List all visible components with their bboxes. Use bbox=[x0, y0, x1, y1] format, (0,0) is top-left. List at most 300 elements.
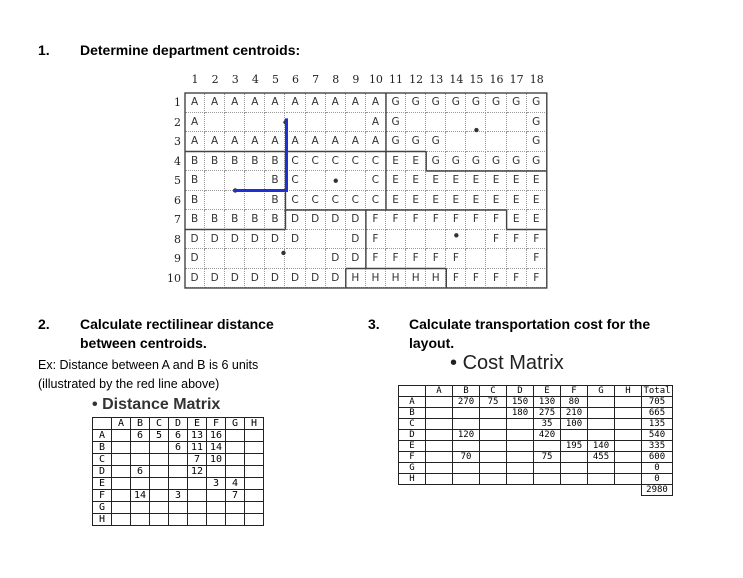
layout-cell: F bbox=[466, 210, 486, 230]
table-cell bbox=[169, 514, 188, 526]
table-row bbox=[93, 454, 264, 466]
row-header: G bbox=[93, 502, 112, 514]
table-cell bbox=[150, 490, 169, 502]
distance-matrix-title-text: Distance Matrix bbox=[102, 396, 221, 413]
layout-cell: G bbox=[487, 93, 507, 113]
table-cell bbox=[112, 490, 131, 502]
layout-cell: G bbox=[527, 152, 547, 172]
layout-cell: A bbox=[366, 93, 386, 113]
layout-cell: B bbox=[205, 210, 225, 230]
table-cell bbox=[207, 466, 226, 478]
table-cell bbox=[588, 419, 615, 430]
layout-cell: F bbox=[507, 230, 527, 250]
table-row bbox=[93, 466, 264, 478]
table-cell bbox=[188, 514, 207, 526]
table-row bbox=[93, 478, 264, 490]
layout-cell: G bbox=[406, 132, 426, 152]
table-cell bbox=[226, 442, 245, 454]
bullet-icon: • bbox=[92, 396, 98, 413]
table-cell bbox=[507, 441, 534, 452]
row-header: E bbox=[93, 478, 112, 490]
header-row bbox=[399, 386, 673, 397]
layout-cell: D bbox=[245, 230, 265, 250]
table-cell bbox=[480, 430, 507, 441]
table-cell bbox=[561, 430, 588, 441]
column-header bbox=[93, 418, 112, 430]
layout-cell: E bbox=[446, 191, 466, 211]
layout-cell: D bbox=[245, 269, 265, 289]
layout-cell: E bbox=[507, 171, 527, 191]
layout-cell: A bbox=[245, 93, 265, 113]
table-row bbox=[93, 502, 264, 514]
layout-cell: C bbox=[366, 152, 386, 172]
layout-cell: H bbox=[386, 269, 406, 289]
row-header: E bbox=[399, 441, 426, 452]
table-cell bbox=[245, 442, 264, 454]
layout-cell: A bbox=[245, 132, 265, 152]
table-cell bbox=[226, 466, 245, 478]
layout-cell: G bbox=[446, 152, 466, 172]
layout-cell: F bbox=[406, 210, 426, 230]
layout-cell: A bbox=[185, 113, 205, 133]
layout-cell: E bbox=[386, 191, 406, 211]
table-cell bbox=[480, 408, 507, 419]
layout-cell: F bbox=[386, 249, 406, 269]
empty-cell bbox=[615, 485, 642, 496]
layout-cell: B bbox=[205, 152, 225, 172]
layout-cell: G bbox=[386, 113, 406, 133]
row-header: G bbox=[399, 463, 426, 474]
layout-cell: F bbox=[426, 249, 446, 269]
layout-cell: E bbox=[406, 191, 426, 211]
table-row bbox=[399, 463, 673, 474]
table-cell bbox=[150, 514, 169, 526]
column-header: F bbox=[561, 386, 588, 397]
layout-cell: E bbox=[527, 191, 547, 211]
table-cell bbox=[112, 454, 131, 466]
layout-cell: A bbox=[366, 113, 386, 133]
layout-cell: B bbox=[265, 210, 285, 230]
table-cell: 130 bbox=[534, 397, 561, 408]
table-cell: 195 bbox=[561, 441, 588, 452]
header-row bbox=[93, 418, 264, 430]
step2-number: 2. bbox=[38, 316, 50, 332]
column-header: A bbox=[112, 418, 131, 430]
table-cell: 180 bbox=[507, 408, 534, 419]
step2-note-line2: (illustrated by the red line above) bbox=[38, 377, 220, 391]
layout-cell: E bbox=[386, 171, 406, 191]
layout-cell: G bbox=[426, 132, 446, 152]
table-cell: 100 bbox=[561, 419, 588, 430]
table-cell bbox=[245, 466, 264, 478]
table-cell: 335 bbox=[642, 441, 673, 452]
layout-cell: B bbox=[225, 210, 245, 230]
layout-cell: G bbox=[487, 152, 507, 172]
column-number: 4 bbox=[251, 73, 259, 86]
layout-cell: E bbox=[426, 171, 446, 191]
layout-cell: G bbox=[386, 93, 406, 113]
table-cell bbox=[588, 474, 615, 485]
layout-cell: F bbox=[446, 210, 466, 230]
column-number: 9 bbox=[352, 73, 360, 86]
layout-cell: C bbox=[286, 171, 306, 191]
column-header: C bbox=[480, 386, 507, 397]
layout-cell: F bbox=[406, 249, 426, 269]
column-header: E bbox=[188, 418, 207, 430]
row-number: 8 bbox=[174, 232, 181, 246]
column-header: B bbox=[453, 386, 480, 397]
layout-cell: E bbox=[507, 191, 527, 211]
empty-cell bbox=[588, 485, 615, 496]
layout-cell: E bbox=[446, 171, 466, 191]
layout-cell: A bbox=[286, 93, 306, 113]
table-cell: 210 bbox=[561, 408, 588, 419]
empty-cell bbox=[507, 485, 534, 496]
centroid-f bbox=[454, 233, 458, 237]
layout-cell: D bbox=[265, 269, 285, 289]
layout-cell: E bbox=[406, 171, 426, 191]
table-cell bbox=[480, 474, 507, 485]
layout-cell: D bbox=[346, 249, 366, 269]
table-cell: 7 bbox=[188, 454, 207, 466]
table-cell: 420 bbox=[534, 430, 561, 441]
layout-cell: E bbox=[487, 171, 507, 191]
table-cell: 455 bbox=[588, 452, 615, 463]
column-number: 16 bbox=[489, 73, 504, 86]
empty-cell bbox=[426, 485, 453, 496]
layout-cell: C bbox=[326, 152, 346, 172]
layout-cell: E bbox=[386, 152, 406, 172]
layout-cell: E bbox=[507, 210, 527, 230]
table-cell bbox=[169, 502, 188, 514]
table-cell: 12 bbox=[188, 466, 207, 478]
layout-cell: F bbox=[527, 249, 547, 269]
table-cell bbox=[150, 454, 169, 466]
column-number: 7 bbox=[312, 73, 320, 86]
table-cell bbox=[426, 474, 453, 485]
layout-cell: G bbox=[466, 93, 486, 113]
table-cell bbox=[112, 466, 131, 478]
table-row bbox=[399, 408, 673, 419]
row-header: H bbox=[93, 514, 112, 526]
layout-cell: D bbox=[306, 210, 326, 230]
table-cell bbox=[453, 419, 480, 430]
row-number: 9 bbox=[174, 252, 181, 265]
table-cell bbox=[453, 441, 480, 452]
layout-cell: D bbox=[225, 269, 245, 289]
column-number: 5 bbox=[271, 73, 279, 86]
table-cell bbox=[188, 478, 207, 490]
layout-cell: F bbox=[487, 269, 507, 289]
grand-total: 2980 bbox=[642, 485, 673, 496]
column-number: 11 bbox=[389, 73, 404, 86]
table-cell bbox=[245, 430, 264, 442]
table-cell bbox=[245, 454, 264, 466]
table-cell: 6 bbox=[169, 430, 188, 442]
table-cell bbox=[150, 466, 169, 478]
layout-cell: H bbox=[426, 269, 446, 289]
layout-cell: B bbox=[185, 191, 205, 211]
layout-cell: F bbox=[366, 210, 386, 230]
column-header: H bbox=[245, 418, 264, 430]
table-cell: 35 bbox=[534, 419, 561, 430]
row-number: 7 bbox=[174, 213, 181, 226]
table-cell bbox=[534, 441, 561, 452]
table-cell bbox=[226, 454, 245, 466]
layout-cell: B bbox=[225, 152, 245, 172]
layout-cell: E bbox=[527, 210, 547, 230]
table-cell bbox=[426, 419, 453, 430]
layout-cell: F bbox=[366, 230, 386, 250]
table-cell: 150 bbox=[507, 397, 534, 408]
layout-cell: A bbox=[286, 132, 306, 152]
empty-cell bbox=[561, 485, 588, 496]
layout-cell: B bbox=[265, 171, 285, 191]
grand-total-row bbox=[399, 485, 673, 496]
layout-cell: A bbox=[346, 132, 366, 152]
layout-cell: C bbox=[346, 191, 366, 211]
table-cell bbox=[245, 490, 264, 502]
column-header: A bbox=[426, 386, 453, 397]
layout-cell: A bbox=[306, 93, 326, 113]
layout-cell: H bbox=[406, 269, 426, 289]
table-cell bbox=[561, 452, 588, 463]
table-cell: 11 bbox=[188, 442, 207, 454]
table-cell bbox=[188, 502, 207, 514]
table-cell bbox=[426, 441, 453, 452]
empty-cell bbox=[453, 485, 480, 496]
table-cell bbox=[615, 441, 642, 452]
bullet-icon: • bbox=[450, 352, 458, 374]
table-cell bbox=[480, 441, 507, 452]
layout-cell: D bbox=[185, 230, 205, 250]
table-cell bbox=[169, 478, 188, 490]
table-cell bbox=[207, 514, 226, 526]
table-cell bbox=[480, 419, 507, 430]
table-row bbox=[399, 430, 673, 441]
layout-cell: F bbox=[366, 249, 386, 269]
table-cell: 270 bbox=[453, 397, 480, 408]
table-cell bbox=[507, 474, 534, 485]
table-cell bbox=[615, 463, 642, 474]
table-cell bbox=[507, 463, 534, 474]
column-number: 2 bbox=[211, 73, 219, 86]
column-header bbox=[399, 386, 426, 397]
table-row bbox=[399, 441, 673, 452]
column-number: 3 bbox=[231, 73, 239, 86]
layout-cell: G bbox=[386, 132, 406, 152]
layout-cell: D bbox=[205, 269, 225, 289]
table-cell: 6 bbox=[131, 466, 150, 478]
table-cell bbox=[588, 430, 615, 441]
distance-matrix-table bbox=[92, 417, 264, 526]
layout-cell: D bbox=[326, 210, 346, 230]
row-header: D bbox=[93, 466, 112, 478]
row-number: 1 bbox=[174, 96, 181, 109]
step2-title-line1: Calculate rectilinear distance bbox=[80, 316, 274, 332]
layout-cell: G bbox=[466, 152, 486, 172]
distance-path-a-b bbox=[233, 118, 286, 190]
table-cell bbox=[112, 430, 131, 442]
table-cell bbox=[112, 502, 131, 514]
layout-cell: G bbox=[527, 113, 547, 133]
layout-cell: A bbox=[265, 132, 285, 152]
layout-cell: A bbox=[205, 132, 225, 152]
table-row bbox=[93, 490, 264, 502]
table-cell: 75 bbox=[534, 452, 561, 463]
layout-cell: C bbox=[366, 191, 386, 211]
layout-cell: B bbox=[185, 210, 205, 230]
cost-matrix-title bbox=[450, 352, 564, 375]
cost-matrix-title-text: Cost Matrix bbox=[462, 352, 564, 374]
table-cell: 80 bbox=[561, 397, 588, 408]
layout-cell: D bbox=[205, 230, 225, 250]
centroid-g bbox=[474, 128, 478, 132]
column-number: 14 bbox=[449, 73, 464, 86]
table-cell bbox=[615, 474, 642, 485]
column-number: 15 bbox=[469, 73, 484, 86]
layout-cell: D bbox=[306, 269, 326, 289]
table-cell bbox=[112, 514, 131, 526]
table-cell: 16 bbox=[207, 430, 226, 442]
layout-cell: D bbox=[265, 230, 285, 250]
step3-title-line1: Calculate transportation cost for the bbox=[409, 316, 651, 332]
layout-cell: D bbox=[286, 210, 306, 230]
row-header: B bbox=[93, 442, 112, 454]
table-cell bbox=[426, 430, 453, 441]
table-row bbox=[399, 397, 673, 408]
layout-cell: F bbox=[446, 249, 466, 269]
layout-cell: G bbox=[507, 152, 527, 172]
layout-cell: F bbox=[527, 230, 547, 250]
row-header: H bbox=[399, 474, 426, 485]
column-header: G bbox=[226, 418, 245, 430]
table-cell: 665 bbox=[642, 408, 673, 419]
table-cell bbox=[507, 419, 534, 430]
layout-cell: F bbox=[487, 210, 507, 230]
table-row bbox=[399, 452, 673, 463]
layout-cell: C bbox=[306, 152, 326, 172]
column-number: 8 bbox=[332, 73, 340, 86]
row-header: C bbox=[93, 454, 112, 466]
layout-cell: A bbox=[306, 132, 326, 152]
table-cell bbox=[131, 478, 150, 490]
column-header: C bbox=[150, 418, 169, 430]
layout-cell: D bbox=[225, 230, 245, 250]
layout-cell: E bbox=[406, 152, 426, 172]
layout-cell: H bbox=[366, 269, 386, 289]
table-row bbox=[93, 514, 264, 526]
table-row bbox=[399, 419, 673, 430]
layout-cell: F bbox=[426, 210, 446, 230]
table-cell bbox=[588, 463, 615, 474]
layout-cell: G bbox=[446, 93, 466, 113]
table-cell: 14 bbox=[131, 490, 150, 502]
table-cell: 0 bbox=[642, 463, 673, 474]
step1-number: 1. bbox=[38, 42, 50, 58]
column-header: E bbox=[534, 386, 561, 397]
layout-cell: G bbox=[426, 93, 446, 113]
layout-cell: A bbox=[326, 132, 346, 152]
table-cell: 540 bbox=[642, 430, 673, 441]
column-number: 18 bbox=[529, 73, 544, 86]
layout-cell: H bbox=[346, 269, 366, 289]
layout-cell: F bbox=[487, 230, 507, 250]
layout-cell: A bbox=[185, 93, 205, 113]
row-number: 4 bbox=[174, 154, 181, 168]
layout-cell: D bbox=[286, 269, 306, 289]
layout-cell: E bbox=[466, 191, 486, 211]
layout-cell: A bbox=[205, 93, 225, 113]
column-number: 10 bbox=[368, 73, 383, 86]
layout-cell: F bbox=[507, 269, 527, 289]
table-cell bbox=[226, 430, 245, 442]
column-header: B bbox=[131, 418, 150, 430]
layout-cell: E bbox=[527, 171, 547, 191]
table-cell bbox=[453, 463, 480, 474]
row-header: A bbox=[399, 397, 426, 408]
layout-cell: F bbox=[527, 269, 547, 289]
column-number: 17 bbox=[509, 73, 524, 86]
table-cell bbox=[226, 502, 245, 514]
table-cell bbox=[112, 442, 131, 454]
table-cell bbox=[615, 408, 642, 419]
table-cell bbox=[507, 430, 534, 441]
layout-cell: G bbox=[527, 93, 547, 113]
layout-cell: B bbox=[245, 152, 265, 172]
layout-cell: B bbox=[265, 152, 285, 172]
layout-cell: C bbox=[286, 191, 306, 211]
table-cell bbox=[169, 454, 188, 466]
table-cell: 3 bbox=[169, 490, 188, 502]
table-cell: 10 bbox=[207, 454, 226, 466]
table-cell: 5 bbox=[150, 430, 169, 442]
table-cell bbox=[150, 442, 169, 454]
layout-cell: B bbox=[185, 152, 205, 172]
layout-cell: C bbox=[326, 191, 346, 211]
table-cell: 7 bbox=[226, 490, 245, 502]
layout-cell: G bbox=[426, 152, 446, 172]
table-cell bbox=[131, 454, 150, 466]
table-cell: 135 bbox=[642, 419, 673, 430]
row-number: 10 bbox=[167, 271, 181, 285]
table-cell bbox=[426, 452, 453, 463]
column-number: 13 bbox=[429, 73, 444, 86]
column-number: 6 bbox=[292, 73, 300, 86]
table-cell: 0 bbox=[642, 474, 673, 485]
table-cell bbox=[169, 466, 188, 478]
layout-cell: E bbox=[466, 171, 486, 191]
table-row bbox=[399, 474, 673, 485]
table-cell: 705 bbox=[642, 397, 673, 408]
column-number: 1 bbox=[191, 73, 199, 86]
table-cell bbox=[453, 474, 480, 485]
row-header: A bbox=[93, 430, 112, 442]
column-header: Total bbox=[643, 386, 671, 396]
layout-cell: A bbox=[346, 93, 366, 113]
table-cell bbox=[534, 463, 561, 474]
table-cell bbox=[131, 442, 150, 454]
layout-cell: D bbox=[326, 249, 346, 269]
layout-cell: A bbox=[185, 132, 205, 152]
table-cell: 70 bbox=[453, 452, 480, 463]
table-cell bbox=[150, 478, 169, 490]
distance-matrix-title bbox=[92, 396, 220, 414]
table-cell bbox=[245, 478, 264, 490]
table-cell: 6 bbox=[131, 430, 150, 442]
table-cell bbox=[131, 514, 150, 526]
table-cell: 4 bbox=[226, 478, 245, 490]
